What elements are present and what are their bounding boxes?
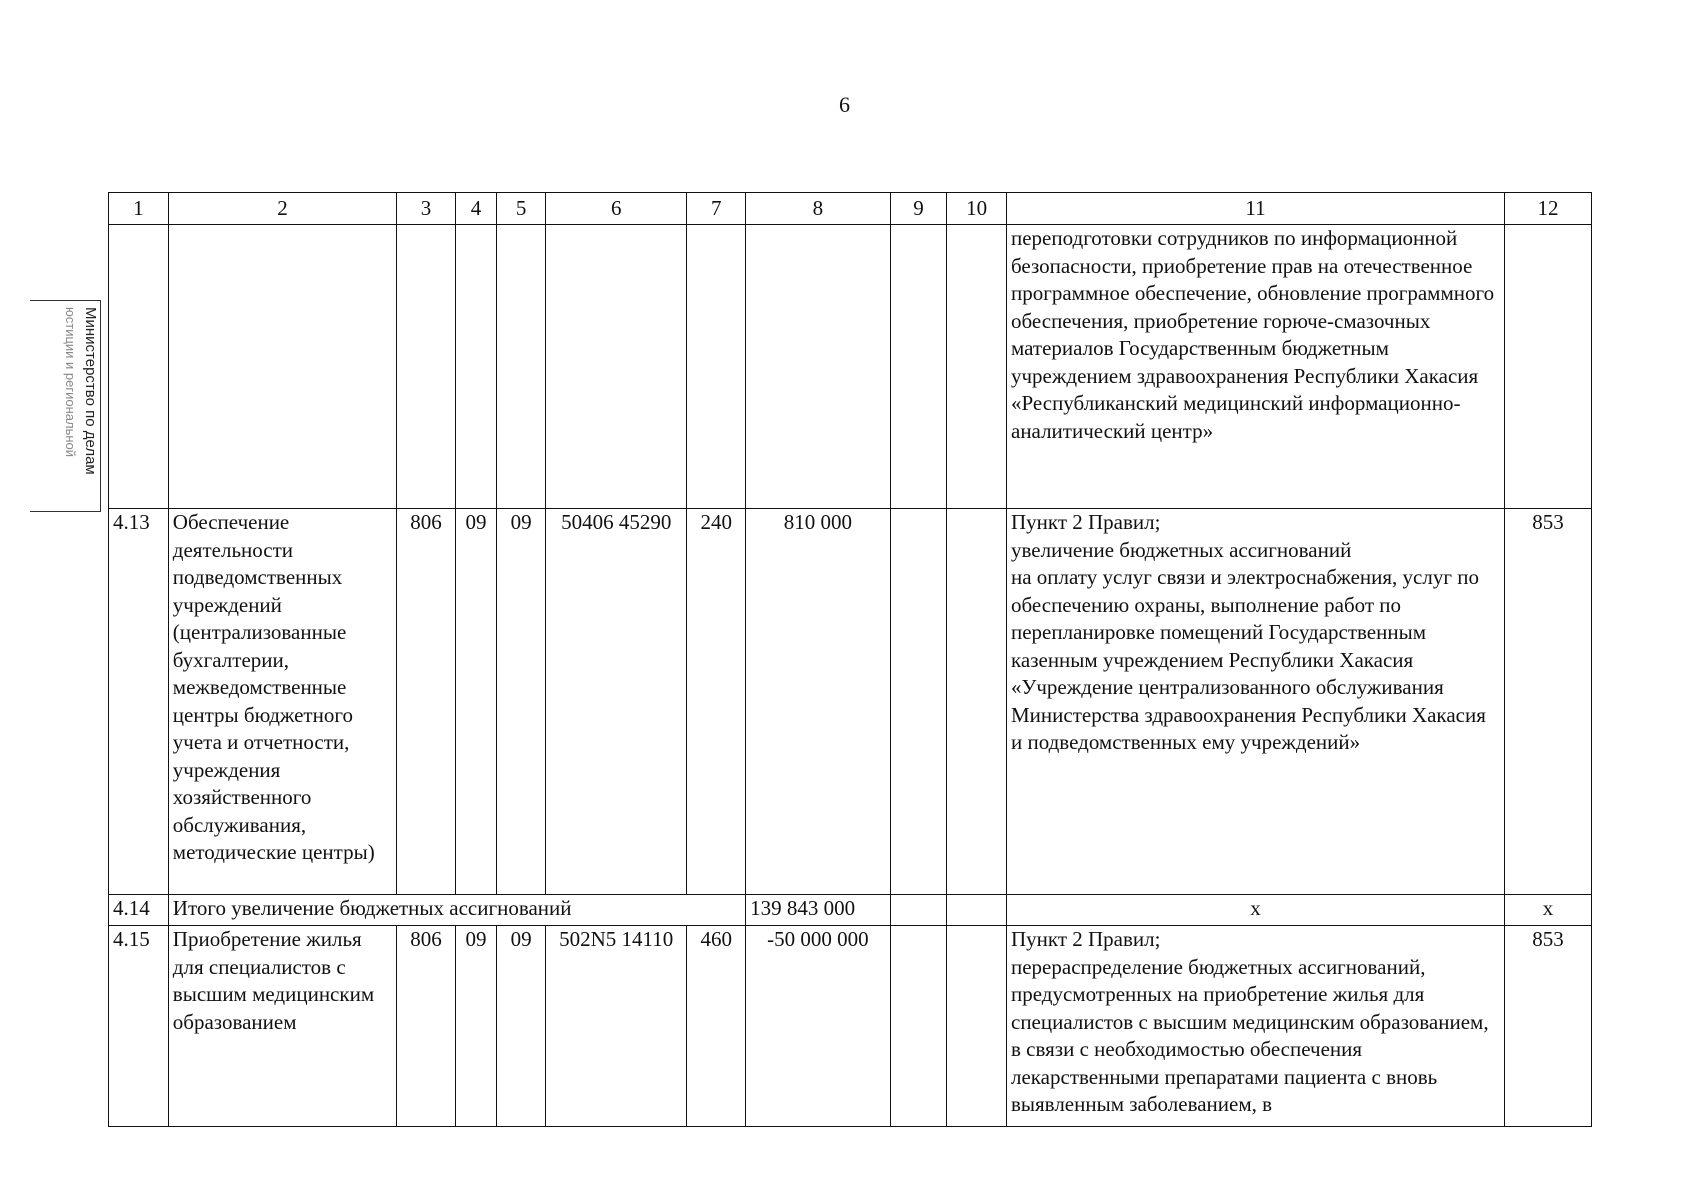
code-cell: 09: [497, 926, 546, 1127]
code-cell: 240: [687, 509, 746, 895]
row-number: 4.14: [109, 895, 169, 926]
justification-cell: Пункт 2 Правил; увеличение бюджетных ассигнований на оплату услуг связи и электроснабжения, услуг по обеспечению охраны, выполнение работ по перепланировке помещений Государственным казенным учреждением Республики Хакасия «Учреждение централизованного обслуживания Министерства здравоохранения Республики Хакасия и подведомственных ему учреждений»: [1007, 509, 1505, 895]
table-header-row: [109, 193, 1592, 225]
empty-cell: [890, 895, 947, 926]
header-cell: 2: [168, 193, 396, 225]
code-cell: 853: [1504, 926, 1591, 1127]
header-cell: 10: [947, 193, 1007, 225]
code-cell: 09: [497, 509, 546, 895]
empty-cell: [947, 509, 1007, 895]
page-number: 6: [839, 92, 850, 117]
header-cell: 3: [397, 193, 456, 225]
amount-cell: 810 000: [746, 509, 891, 895]
empty-cell: [947, 895, 1007, 926]
table-row: [109, 926, 1592, 1127]
amount-cell: -50 000 000: [746, 926, 891, 1127]
table-row-total: [109, 895, 1592, 926]
header-cell: 11: [1007, 193, 1505, 225]
justification-cell: Пункт 2 Правил; перераспределение бюджетных ассигнований, предусмотренных на приобретение жилья для специалистов с высшим медицинским образованием, в связи с необходимостью обеспечения лекарственными препаратами пациента с вновь выявленным заболеванием, в: [1007, 926, 1505, 1127]
empty-cell: [890, 926, 947, 1127]
item-name: Приобретение жилья для специалистов с высшим медицинским образованием: [168, 926, 396, 1127]
code-cell: 09: [455, 926, 496, 1127]
budget-table: [108, 192, 1592, 1127]
registration-stamp: [30, 300, 101, 512]
code-cell: 853: [1504, 509, 1591, 895]
code-cell: 50406 45290: [546, 509, 687, 895]
empty-cell: [947, 926, 1007, 1127]
stamp-line-1: Министерство по делам: [82, 307, 99, 475]
table-row: [109, 509, 1592, 895]
header-cell: 9: [890, 193, 947, 225]
justification-cell: переподготовки сотрудников по информационной безопасности, приобретение прав на отечественное программное обеспечение, обновление программного обеспечения, приобретение горюче-смазочных материалов Государственным бюджетным учреждением здравоохранения Республики Хакасия «Республиканский медицинский информационно-аналитический центр»: [1007, 225, 1505, 509]
header-cell: 5: [497, 193, 546, 225]
stamp-line-2: юстиции и региональной: [63, 307, 78, 458]
header-cell: 6: [546, 193, 687, 225]
item-name: Обеспечение деятельности подведомственных учреждений (централизованные бухгалтерии, межведомственные центры бюджетного учета и отчетности, учреждения хозяйственного обслуживания, методические центры): [168, 509, 396, 895]
header-cell: 1: [109, 193, 169, 225]
code-cell: 806: [397, 926, 456, 1127]
code-cell: 09: [455, 509, 496, 895]
item-name: Итого увеличение бюджетных ассигнований: [168, 895, 745, 926]
header-cell: 4: [455, 193, 496, 225]
justification-cell: х: [1007, 895, 1505, 926]
empty-cell: [890, 509, 947, 895]
amount-cell: 139 843 000: [746, 895, 891, 926]
code-cell: 460: [687, 926, 746, 1127]
row-number: 4.13: [109, 509, 169, 895]
code-cell: 806: [397, 509, 456, 895]
code-cell: х: [1504, 895, 1591, 926]
table-row-continuation: [109, 225, 1592, 509]
code-cell: 502N5 14110: [546, 926, 687, 1127]
row-number: 4.15: [109, 926, 169, 1127]
header-cell: 8: [746, 193, 891, 225]
header-cell: 7: [687, 193, 746, 225]
header-cell: 12: [1504, 193, 1591, 225]
